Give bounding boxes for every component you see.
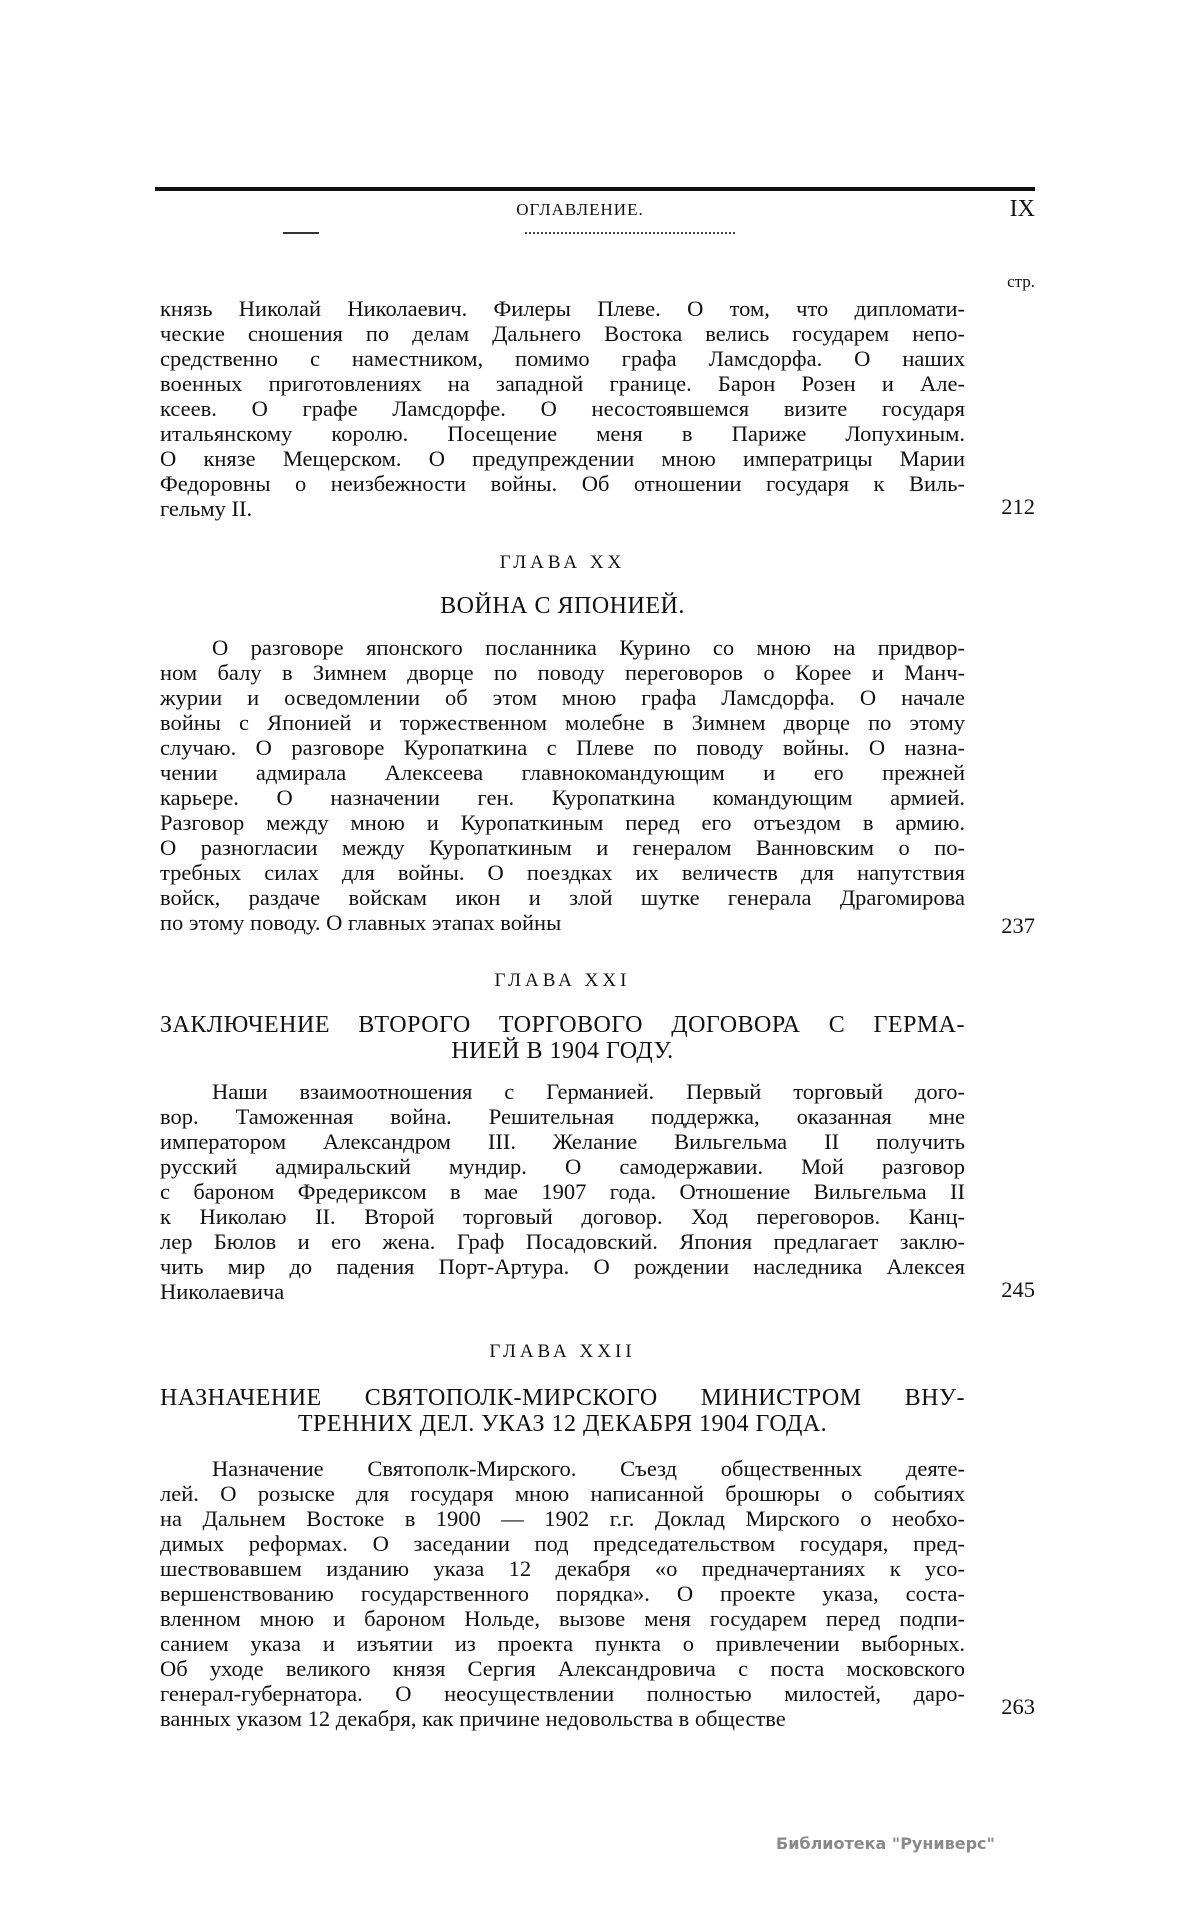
chapter-title-line: НИЕЙ В 1904 ГОДУ. — [451, 1038, 674, 1064]
summary-line: к Николаю II. Второй торговый договор. Ход переговоров. Канц- — [160, 1204, 965, 1229]
summary-line: с бароном Фредериксом в мае 1907 года. Отношение Вильгельма II — [160, 1179, 965, 1204]
summary-line: журии и осведомлении об этом мною графа Ламсдорфа. О начале — [160, 685, 965, 710]
page-number: 212 — [1001, 494, 1035, 519]
summary-line: гельму II. — [160, 496, 253, 521]
summary-line: вленном мною и бароном Нольде, вызове меня государем перед подпи- — [160, 1606, 965, 1631]
chapter-title-line: ВОЙНА С ЯПОНИЕЙ. — [440, 593, 685, 619]
summary-line: ческие сношения по делам Дальнего Востока велись государем непо- — [160, 321, 965, 346]
chapter-title-line: НАЗНАЧЕНИЕ СВЯТОПОЛК-МИРСКОГО МИНИСТРОМ ВНУ- — [160, 1385, 965, 1411]
summary-line: ванных указом 12 декабря, как причине недовольства в обществе — [160, 1706, 786, 1731]
header-dotted-rule — [525, 232, 735, 234]
summary-line: ном балу в Зимнем дворце по поводу переговоров о Корее и Манч- — [160, 660, 965, 685]
summary-line: вор. Таможенная война. Решительная поддержка, оказанная мне — [160, 1104, 965, 1129]
summary-line: Федоровны о неизбежности войны. Об отношении государя к Виль- — [160, 471, 965, 496]
summary-line: войны с Японией и торжественном молебне в Зимнем дворце по этому — [160, 710, 965, 735]
header-dash — [283, 232, 319, 234]
summary-line: лер Бюлов и его жена. Граф Посадовский. Япония предлагает заклю- — [160, 1229, 965, 1254]
summary-line: О князе Мещерском. О предупреждении мною императрицы Марии — [160, 446, 965, 471]
summary-line: ксеев. О графе Ламсдорфе. О несостоявшемся визите государя — [160, 396, 965, 421]
summary-line: итальянскому королю. Посещение меня в Париже Лопухиным. — [160, 421, 965, 446]
summary-line: войск, раздаче войскам икон и злой шутке генерала Драгомирова — [160, 885, 965, 910]
chapter-title-line: ТРЕННИХ ДЕЛ. УКАЗ 12 ДЕКАБРЯ 1904 ГОДА. — [297, 1411, 828, 1437]
page-folio: IX — [1009, 196, 1035, 222]
summary-line: димых реформах. О заседании под председательством государя, пред- — [160, 1531, 965, 1556]
library-watermark: Библиотека "Руниверс" — [776, 1834, 995, 1853]
summary-line: лей. О розыске для государя мною написанной брошюры о событиях — [160, 1481, 965, 1506]
chapter-summary — [160, 635, 965, 935]
running-title: ОГЛАВЛЕНИЕ. — [516, 200, 644, 219]
chapter-title — [160, 593, 965, 619]
summary-line: князь Николай Николаевич. Филеры Плеве. О том, что дипломати- — [160, 296, 965, 321]
chapter-title — [160, 1012, 965, 1064]
summary-line: средственно с наместником, помимо графа Ламсдорфа. О наших — [160, 346, 965, 371]
summary-line: военных приготовлениях на западной границе. Барон Розен и Але- — [160, 371, 965, 396]
summary-line: случаю. О разговоре Куропаткина с Плеве по поводу войны. О назна- — [160, 735, 965, 760]
summary-line: на Дальнем Востоке в 1900 — 1902 г.г. Доклад Мирского о необхо- — [160, 1506, 965, 1531]
summary-line: чить мир до падения Порт-Артура. О рождении наследника Алексея — [160, 1254, 965, 1279]
summary-line: императором Александром III. Желание Вильгельма II получить — [160, 1129, 965, 1154]
summary-line: Назначение Святополк-Мирского. Съезд общественных деяте- — [212, 1456, 965, 1481]
summary-line: Разговор между мною и Куропаткиным перед его отъездом в армию. — [160, 810, 965, 835]
page-number: 245 — [1001, 1277, 1035, 1302]
chapter-summary — [160, 296, 965, 521]
header-rule — [155, 187, 1035, 191]
summary-line: санием указа и изъятии из проекта пункта о привлечении выборных. — [160, 1631, 965, 1656]
chapter-title-line: ЗАКЛЮЧЕНИЕ ВТОРОГО ТОРГОВОГО ДОГОВОРА С ГЕРМА- — [160, 1012, 965, 1038]
summary-line: требных силах для войны. О поездках их величеств для напутствия — [160, 860, 965, 885]
chapter-title — [160, 1385, 965, 1437]
summary-line: по этому поводу. О главных этапах войны — [160, 910, 562, 935]
summary-line: Об уходе великого князя Сергия Александровича с поста московского — [160, 1656, 965, 1681]
summary-line: Николаевича — [160, 1279, 285, 1304]
chapter-label: ГЛАВА XX — [499, 552, 626, 573]
summary-line: Наши взаимоотношения с Германией. Первый торговый дого- — [212, 1079, 965, 1104]
page-column-label: стр. — [1007, 272, 1035, 291]
summary-line: вершенствованию государственного порядка». О проекте указа, соста- — [160, 1581, 965, 1606]
summary-line: О разговоре японского посланника Курино со мною на придвор- — [212, 635, 965, 660]
page-number: 237 — [1001, 913, 1035, 938]
summary-line: О разногласии между Куропаткиным и генералом Ванновским о по- — [160, 835, 965, 860]
summary-line: карьере. О назначении ген. Куропаткина командующим армией. — [160, 785, 965, 810]
page-number: 263 — [1001, 1694, 1035, 1719]
summary-line: шествовавшем изданию указа 12 декабря «о предначертаниях к усо- — [160, 1556, 965, 1581]
summary-line: русский адмиральский мундир. О самодержавии. Мой разговор — [160, 1154, 965, 1179]
chapter-summary — [160, 1079, 965, 1304]
summary-line: генерал-губернатора. О неосуществлении полностью милостей, даро- — [160, 1681, 965, 1706]
chapter-label: ГЛАВА XXI — [494, 970, 631, 991]
chapter-label: ГЛАВА XXII — [489, 1341, 636, 1362]
summary-line: чении адмирала Алексеева главнокомандующим и его прежней — [160, 760, 965, 785]
chapter-summary — [160, 1456, 965, 1731]
